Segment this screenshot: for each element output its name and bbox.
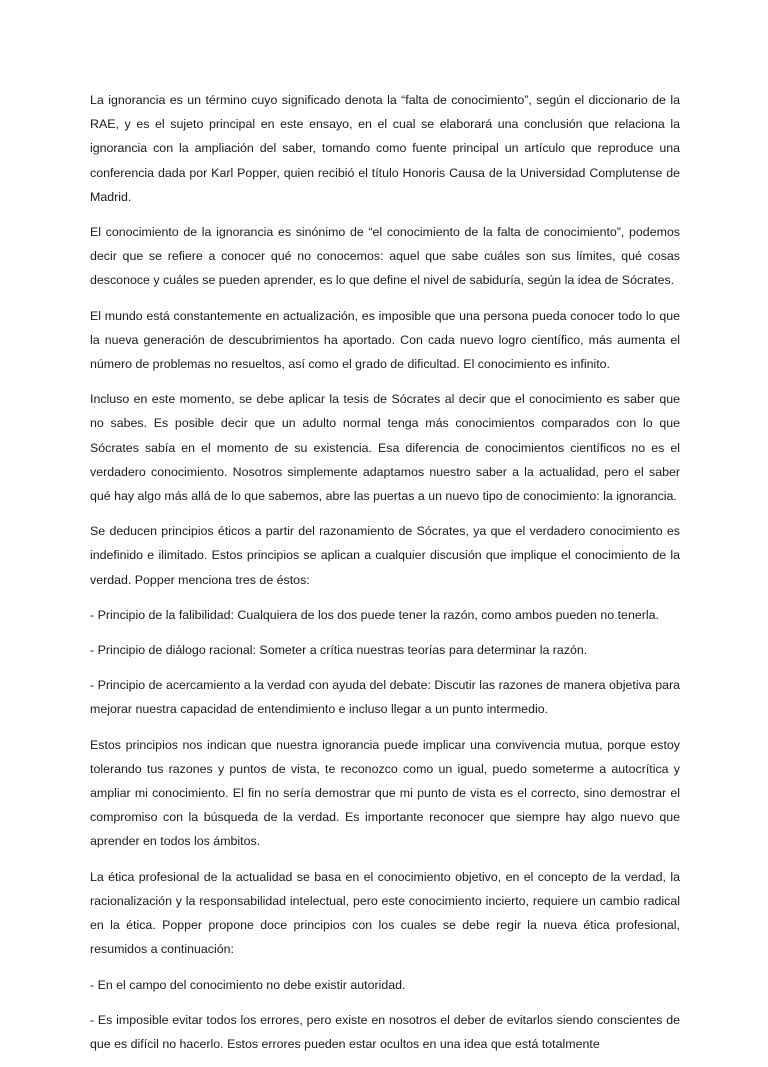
- paragraph-ignorance-knowledge: El conocimiento de la ignorancia es sinónimo de “el conocimiento de la falta de conocimiento”, podemos decir que se refiere a conocer qué no conocemos: aquel que sabe cuáles son sus límites, qué cosas desconoce y cuáles se pueden aprender, es lo que define el nivel de sabiduría, según la idea de Sócrates.: [90, 225, 680, 288]
- list-item-no-authority: - En el campo del conocimiento no debe existir autoridad.: [90, 977, 406, 992]
- list-item-avoid-errors: - Es imposible evitar todos los errores, pero existe en nosotros el deber de evitarlos siendo conscientes de que es difícil no hacerlo. Estos errores pueden estar ocultos en una idea que está totalmente: [90, 1012, 680, 1051]
- list-item-fallibility: - Principio de la falibilidad: Cualquiera de los dos puede tener la razón, como ambos pueden no tenerla.: [90, 607, 659, 622]
- document-body: [90, 88, 680, 1067]
- list-item-rational-dialogue: - Principio de diálogo racional: Someter a crítica nuestras teorías para determinar la razón.: [90, 643, 588, 658]
- paragraph-world-update: El mundo está constantemente en actualización, es imposible que una persona pueda conocer todo lo que la nueva generación de descubrimientos ha aportado. Con cada nuevo logro científico, más aumenta el número de problemas no resueltos, así como el grado de dificultad. El conocimiento es infinito.: [90, 308, 680, 372]
- paragraph-professional-ethics: La ética profesional de la actualidad se basa en el conocimiento objetivo, en el concepto de la verdad, la racionalización y la responsabilidad intelectual, pero este conocimiento incierto, requiere un cambio radical en la ética. Popper propone doce principios con los cuales se debe regir la nueva ética profesional, resumidos a continuación:: [90, 869, 680, 957]
- paragraph-coexistence: Estos principios nos indican que nuestra ignorancia puede implicar una convivencia mutua, porque estoy tolerando tus razones y puntos de vista, te reconozco como un igual, puedo someterme a autocrítica y ampliar mi conocimiento. El fin no sería demostrar que mi punto de vista es el correcto, sino demostrar el compromiso con la búsqueda de la verdad. Es importante reconocer que siempre hay algo nuevo que aprender en todos los ámbitos.: [90, 737, 680, 849]
- paragraph-intro: La ignorancia es un término cuyo significado denota la “falta de conocimiento”, según el diccionario de la RAE, y es el sujeto principal en este ensayo, en el cual se elaborará una conclusión que relaciona la ignorancia con la ampliación del saber, tomando como fuente principal un artículo que reproduce una conferencia dada por Karl Popper, quien recibió el título Honoris Causa de la Universidad Complutense de Madrid.: [90, 93, 680, 204]
- paragraph-ethical-principles: Se deducen principios éticos a partir del razonamiento de Sócrates, ya que el verdadero conocimiento es indefinido e ilimitado. Estos principios se aplican a cualquier discusión que implique el conocimiento de la verdad. Popper menciona tres de éstos:: [90, 524, 680, 587]
- paragraph-socrates-thesis: Incluso en este momento, se debe aplicar la tesis de Sócrates al decir que el conocimiento es saber que no sabes. Es posible decir que un adulto normal tenga más conocimientos comparados con lo que Sócrates sabía en el momento de su existencia. Esa diferencia de conocimientos científicos no es el verdadero conocimiento. Nosotros simplemente adaptamos nuestro saber a la actualidad, pero el saber qué hay algo más allá de lo que sabemos, abre las puertas a un nuevo tipo de conocimiento: la ignorancia.: [90, 392, 680, 504]
- list-item-approach-truth: - Principio de acercamiento a la verdad con ayuda del debate: Discutir las razones de manera objetiva para mejorar nuestra capacidad de entendimiento e incluso llegar a un punto intermedio.: [90, 678, 680, 717]
